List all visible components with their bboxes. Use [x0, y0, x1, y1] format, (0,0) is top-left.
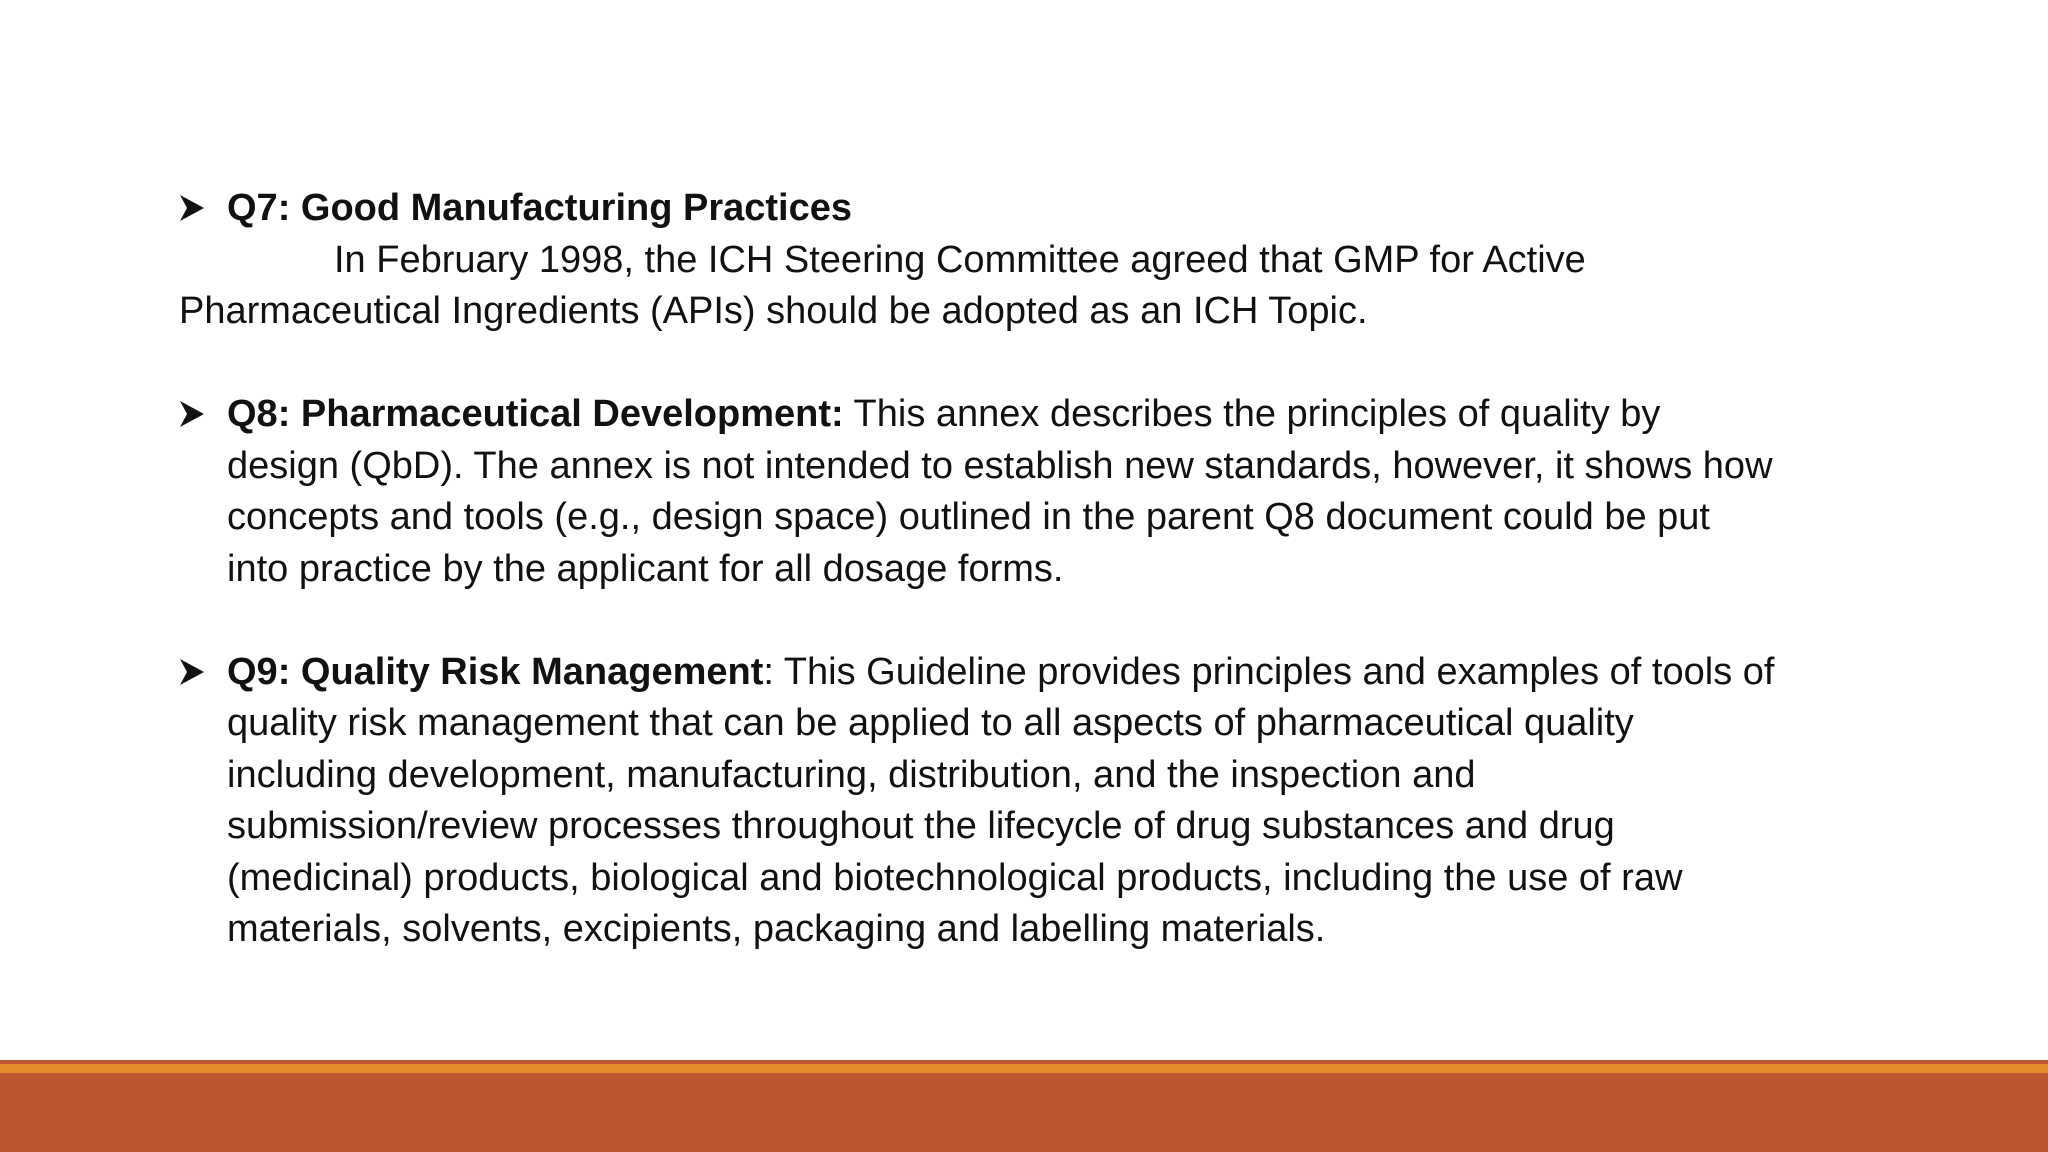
q9-body: This Guideline provides principles and examples of tools of quality risk management that can be applied to all aspects of pharmaceutical quality including development, manufacturing, distribution, and the inspection and submission/review processes throughout the lifecycle of drug substances and drug (medicinal) products, biological and biotechnological products, including the use of raw materials, solvents, excipients, packaging and labelling materials. — [227, 650, 1775, 950]
q7-heading: Q7: Good Manufacturing Practices — [227, 187, 852, 229]
footer-band — [0, 1060, 2048, 1152]
arrowhead-bullet-icon — [179, 389, 209, 441]
arrowhead-bullet-icon — [179, 647, 209, 699]
arrowhead-bullet-icon — [179, 183, 209, 235]
q8-paragraph — [227, 389, 1779, 595]
q8-body: This annex describes the principles of quality by design (QbD). The annex is not intended to establish new standards, however, it shows how concepts and tools (e.g., design space) outlined in the parent Q8 document could be put into practice by the applicant for all dosage forms. — [227, 393, 1773, 590]
bullet-item-q8 — [179, 389, 1779, 595]
bullet-item-q9 — [179, 647, 1779, 956]
q7-heading-line — [227, 183, 1779, 235]
q9-separator: : — [763, 650, 774, 693]
q8-heading: Q8: Pharmaceutical Development: — [227, 393, 844, 435]
bullet-item-q7 — [179, 183, 1779, 338]
slide-content — [179, 183, 1779, 956]
footer-accent-line — [0, 1064, 2048, 1073]
q9-paragraph — [227, 647, 1779, 956]
q7-body: In February 1998, the ICH Steering Committee agreed that GMP for Active Pharmaceutical Ingredients (APIs) should be adopted as an ICH Topic. — [179, 238, 1586, 332]
q9-heading: Q9: Quality Risk Management — [227, 650, 764, 693]
